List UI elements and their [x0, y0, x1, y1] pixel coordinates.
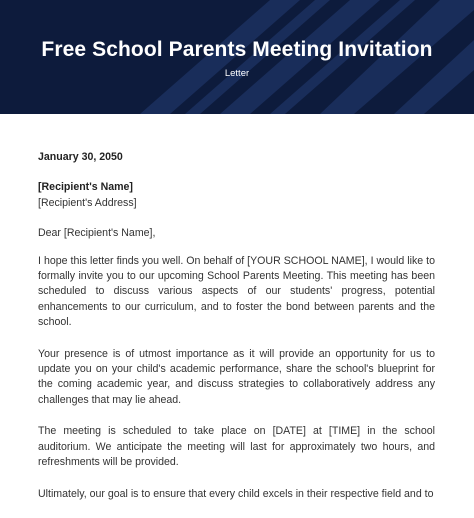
recipient-address: [Recipient's Address] [38, 196, 137, 209]
recipient-name: [Recipient's Name] [38, 181, 133, 194]
page-title: Free School Parents Meeting Invitation [41, 38, 433, 61]
page-subtitle: Letter [224, 68, 250, 79]
paragraph-schedule: The meeting is scheduled to take place on [DATE] at [TIME] in the school auditorium. We anticipate the meeting will last for approximately two hours, and refreshments will be provided. [38, 425, 435, 469]
paragraph-goal: Ultimately, our goal is to ensure that every child excels in their respective field and to [38, 487, 434, 500]
letter-body [38, 150, 435, 518]
salutation: Dear [Recipient's Name], [38, 227, 156, 240]
letter-date: January 30, 2050 [38, 151, 123, 163]
paragraph-intro: I hope this letter finds you well. On behalf of [YOUR SCHOOL NAME], I would like to formally invite you to our upcoming School Parents Meeting. This meeting has been scheduled to discuss various aspects of our students' progress, potential enhancements to our curriculum, and to foster the bond between parents and the school. [38, 254, 435, 329]
header-banner [0, 0, 474, 114]
paragraph-importance: Your presence is of utmost importance as it will provide an opportunity for us to update you on your child's academic performance, share the school's blueprint for the coming academic year, and discuss strategies to collaboratively address any challenges that may lie ahead. [38, 347, 435, 406]
